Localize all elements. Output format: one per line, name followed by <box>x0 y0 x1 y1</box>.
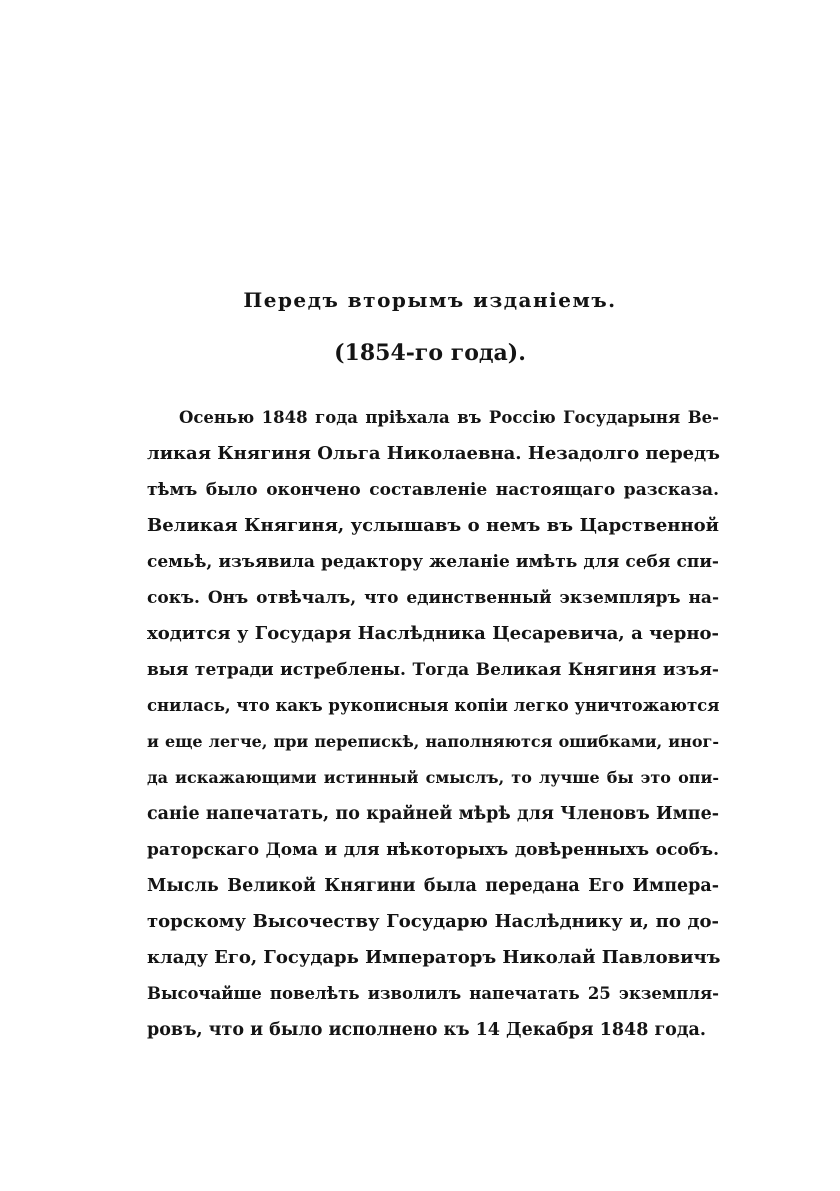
text-line: да искажающими истинный смыслъ, то лучше бы это опи- <box>147 768 719 787</box>
text-line: ликая Княгиня Ольга Николаевна. Незадолго передъ <box>147 443 720 464</box>
text-line: кладу Его, Государь Императоръ Николай Павловичъ <box>147 947 721 968</box>
text-line: и еще легче, при перепискѣ, наполняются ошибками, иног- <box>147 732 719 751</box>
text-line: снилась, что какъ рукописныя копіи легко уничтожаются <box>147 696 720 715</box>
section-subheading-year: (1854-го года). <box>334 340 526 366</box>
text-line: Мысль Великой Княгини была передана Его Импера- <box>147 876 719 896</box>
text-line: тѣмъ было окончено составленіе настоящаго разсказа. <box>147 480 719 500</box>
text-line: торскому Высочеству Государю Наслѣднику и, по до- <box>147 911 719 932</box>
text-line: саніе напечатать, по крайней мѣрѣ для Членовъ Импе- <box>147 804 719 824</box>
section-heading: Передъ вторымъ изданіемъ. <box>243 288 617 312</box>
text-line: семьѣ, изъявила редактору желаніе имѣть для себя спи- <box>147 552 719 572</box>
text-line: сокъ. Онъ отвѣчалъ, что единственный экземпляръ на- <box>147 588 719 608</box>
text-line: выя тетради истреблены. Тогда Великая Княгиня изъя- <box>147 660 719 680</box>
text-line: Осенью 1848 года пріѣхала въ Россію Государыня Ве- <box>179 408 719 427</box>
text-line: ходится у Государя Наслѣдника Цесаревича, а черно- <box>147 623 719 644</box>
body-paragraph <box>147 400 719 1048</box>
text-line: Великая Княгиня, услышавъ о немъ въ Царственной <box>147 515 719 536</box>
text-line: ровъ, что и было исполнено къ 14 Декабря 1848 года. <box>147 1020 706 1040</box>
text-line: раторскаго Дома и для нѣкоторыхъ довѣренныхъ особъ. <box>147 840 719 860</box>
text-line: Высочайше повелѣть изволилъ напечатать 25 экземпля- <box>147 984 719 1003</box>
